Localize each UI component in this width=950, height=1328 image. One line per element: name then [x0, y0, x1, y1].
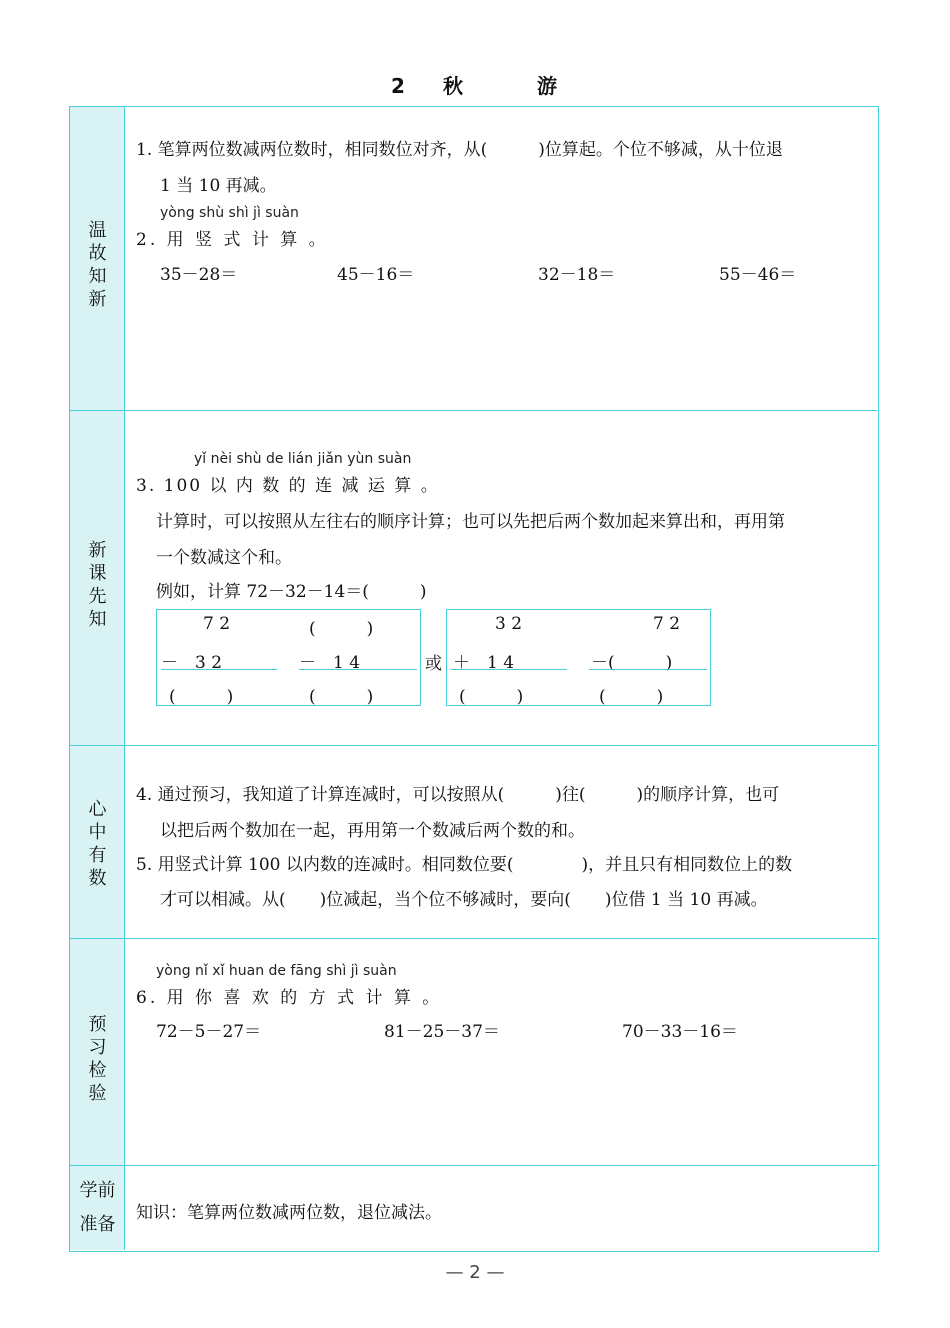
method2-sum-blank: ( ) [459, 687, 524, 707]
q2-expr-3: 32－18＝ [538, 265, 616, 285]
label-char: 新 [88, 540, 107, 561]
method2-line-2 [589, 669, 707, 670]
q2-text: 2. 用 竖 式 计 算 。 [136, 230, 329, 250]
q1-line1: 1. 笔算两位数减两位数时，相同数位对齐，从( )位算起。个位不够减，从十位退 [136, 140, 783, 160]
q6-expr-2: 81－25－37＝ [384, 1022, 500, 1042]
method2-line-1 [451, 669, 567, 670]
q5-line1: 5. 用竖式计算 100 以内数的连减时。相同数位要( )，并且只有相同数位上的数 [136, 855, 793, 875]
worksheet-frame [69, 106, 879, 1252]
section-summary-label [70, 746, 125, 938]
q6-pinyin: yòng nǐ xǐ huan de fāng shì jì suàn [156, 963, 397, 979]
q3-text: 3. 100 以 内 数 的 连 减 运 算 。 [136, 476, 440, 496]
q5-line2: 才可以相减。从( )位减起，当个位不够减时，要向( )位借 1 当 10 再减。 [160, 890, 768, 910]
q2-pinyin: yòng shù shì jì suàn [160, 205, 299, 221]
q1-line2: 1 当 10 再减。 [160, 176, 277, 196]
label-char: 预 [88, 1014, 107, 1035]
method2-box [446, 609, 711, 706]
method1-line-2 [299, 669, 417, 670]
label-char: 知 [88, 266, 107, 287]
method1-line-1 [161, 669, 277, 670]
label-char: 新 [88, 289, 107, 310]
q6-expr-1: 72－5－27＝ [156, 1022, 262, 1042]
q3-desc-line1: 计算时，可以按照从左往右的顺序计算；也可以先把后两个数加起来算出和，再用第 [156, 512, 785, 532]
method1-minuend: 7 2 [203, 614, 231, 634]
or-label: 或 [425, 654, 442, 674]
q4-line1: 4. 通过预习，我知道了计算连减时，可以按照从( )往( )的顺序计算，也可 [136, 785, 780, 805]
q2-expr-1: 35－28＝ [160, 265, 238, 285]
method2-answer-blank: ( ) [599, 687, 664, 707]
method2-subtrahend-blank: －( ) [591, 653, 673, 673]
label-char: 中 [88, 822, 107, 843]
method2-addend-2: ＋ 1 4 [453, 653, 515, 673]
method1-subtrahend-2: － 1 4 [299, 653, 361, 673]
method2-minuend: 7 2 [653, 614, 681, 634]
section-prep [70, 1166, 877, 1250]
page-number: — 2 — [445, 1262, 505, 1283]
q3-example: 例如，计算 72－32－14＝( ) [156, 582, 427, 602]
label-char: 检 [88, 1060, 107, 1081]
method1-answer-blank-1: ( ) [309, 619, 374, 639]
prep-knowledge: 知识：笔算两位数减两位数，退位减法。 [136, 1203, 442, 1223]
method1-answer-blank-3: ( ) [309, 687, 374, 707]
lesson-title-char-1: 秋 [442, 74, 465, 98]
label-line: 准备 [79, 1214, 116, 1235]
section-check-label [70, 939, 125, 1165]
lesson-number: 2 [391, 74, 407, 98]
label-char: 习 [88, 1037, 107, 1058]
q4-line2: 以把后两个数加在一起，再用第一个数减后两个数的和。 [160, 821, 585, 841]
lesson-title-char-2: 游 [536, 74, 559, 98]
method1-subtrahend-1: － 3 2 [161, 653, 223, 673]
section-prep-label [70, 1166, 125, 1250]
label-char: 心 [88, 799, 107, 820]
label-char: 故 [88, 243, 107, 264]
section-summary [70, 746, 877, 939]
label-char: 数 [88, 868, 107, 889]
label-char: 先 [88, 586, 107, 607]
q3-desc-line2: 一个数减这个和。 [156, 548, 292, 568]
section-check [70, 939, 877, 1166]
method2-addend-1: 3 2 [495, 614, 523, 634]
method1-box [156, 609, 421, 706]
label-char: 验 [88, 1083, 107, 1104]
label-char: 温 [88, 220, 107, 241]
lesson-title [0, 70, 950, 99]
section-review [70, 107, 877, 411]
q3-pinyin: yǐ nèi shù de lián jiǎn yùn suàn [194, 451, 412, 467]
method1-answer-blank-2: ( ) [169, 687, 234, 707]
label-line: 学前 [79, 1180, 116, 1201]
label-char: 知 [88, 609, 107, 630]
q6-text: 6. 用 你 喜 欢 的 方 式 计 算 。 [136, 988, 443, 1008]
section-preview [70, 411, 877, 746]
section-preview-label [70, 411, 125, 745]
label-char: 有 [88, 845, 107, 866]
section-review-label [70, 107, 125, 410]
q6-expr-3: 70－33－16＝ [622, 1022, 738, 1042]
label-char: 课 [88, 563, 107, 584]
q2-expr-4: 55－46＝ [719, 265, 797, 285]
q2-expr-2: 45－16＝ [337, 265, 415, 285]
